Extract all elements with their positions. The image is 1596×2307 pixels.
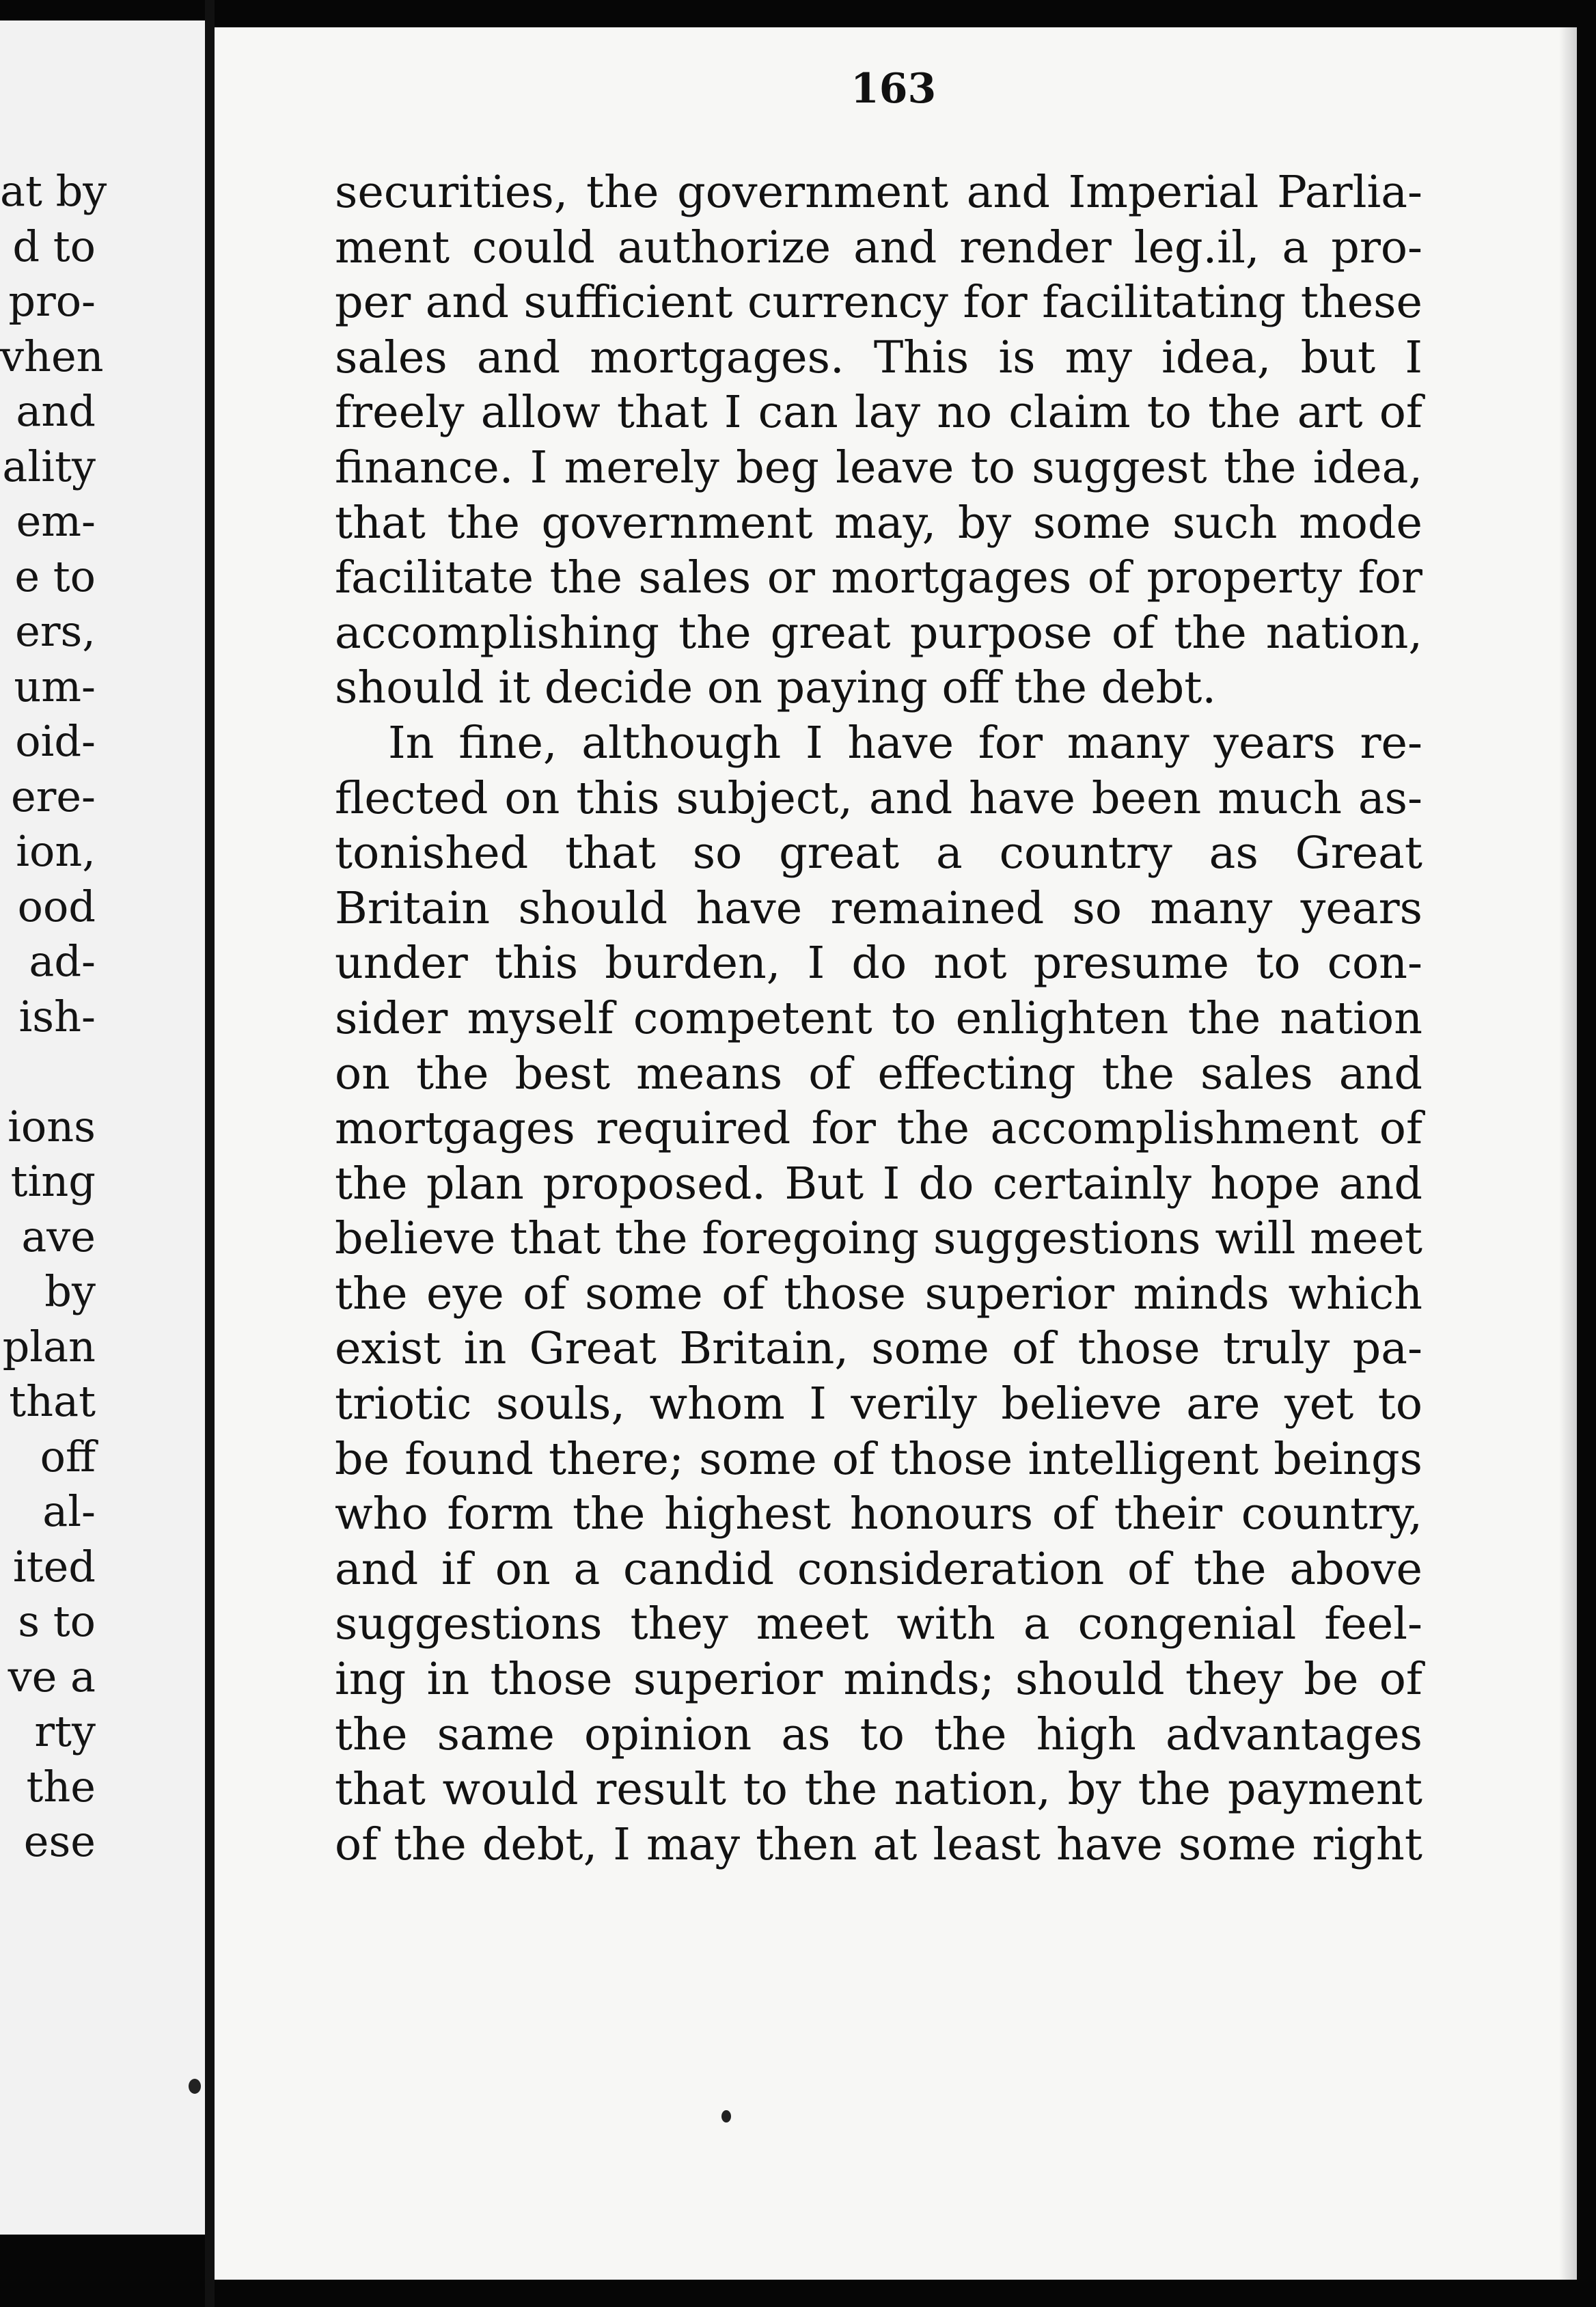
left-fragment: oid- xyxy=(15,716,96,766)
left-fragment: rty xyxy=(34,1706,96,1756)
left-fragment: um- xyxy=(14,661,96,711)
left-fragment: e to xyxy=(14,551,96,601)
text-line: ing in those superior minds; should they be of xyxy=(335,1654,1422,1706)
text-line: sider myself competent to enlighten the nation xyxy=(335,992,1422,1044)
text-line: per and sufficient currency for facilitating these xyxy=(335,277,1422,329)
page-gutter xyxy=(205,0,215,2307)
text-line: that the government may, by some such mode xyxy=(335,497,1422,549)
text-line: that would result to the nation, by the payment xyxy=(335,1764,1422,1816)
left-fragment: ad- xyxy=(29,936,96,986)
text-line: ment could authorize and render leg.il, a pro- xyxy=(335,221,1422,273)
left-fragment: d to xyxy=(12,221,96,271)
text-line: the plan proposed. But I do certainly hope and xyxy=(335,1158,1422,1210)
text-line: finance. I merely beg leave to suggest the idea, xyxy=(335,441,1422,493)
text-line: mortgages required for the accomplishment of xyxy=(335,1103,1422,1155)
left-fragment: ood xyxy=(17,881,96,931)
left-fragment: ave xyxy=(21,1211,96,1261)
text-line: securities, the government and Imperial Parlia- xyxy=(335,167,1422,218)
ink-spot xyxy=(721,2110,731,2122)
text-line: who form the highest honours of their country, xyxy=(335,1488,1422,1540)
text-line: should it decide on paying off the debt. xyxy=(335,662,1217,714)
text-line: be found there; some of those intelligent beings xyxy=(335,1433,1422,1485)
text-line: triotic souls, whom I verily believe are yet to xyxy=(335,1378,1422,1430)
text-line: tonished that so great a country as Great xyxy=(335,828,1422,879)
text-line: freely allow that I can lay no claim to the art of xyxy=(335,387,1422,439)
left-fragment: vhen xyxy=(0,331,104,381)
ink-spot xyxy=(189,2079,201,2094)
left-fragment xyxy=(0,1044,96,1100)
left-fragment: ere- xyxy=(11,771,96,821)
text-line: the eye of some of those superior minds which xyxy=(335,1268,1422,1320)
left-fragment: s to xyxy=(18,1596,96,1646)
left-fragment: and xyxy=(16,386,96,436)
text-line: of the debt, I may then at least have some right xyxy=(335,1818,1422,1870)
left-fragment: ited xyxy=(12,1541,96,1592)
text-line: suggestions they meet with a congenial feel- xyxy=(335,1598,1422,1650)
text-line: Britain should have remained so many years xyxy=(335,882,1422,934)
left-fragment: al- xyxy=(42,1486,96,1536)
left-page-text-fragments xyxy=(0,164,107,1870)
left-fragment: off xyxy=(40,1431,96,1482)
page-number: 163 xyxy=(851,65,937,113)
left-fragment: ese xyxy=(23,1816,96,1866)
left-fragment: that xyxy=(9,1376,96,1426)
left-fragment: ality xyxy=(2,441,96,491)
left-fragment: at by xyxy=(0,166,107,216)
text-line: exist in Great Britain, some of those truly pa- xyxy=(335,1323,1422,1375)
left-page-edge xyxy=(0,21,205,2235)
text-line: and if on a candid consideration of the above xyxy=(335,1543,1422,1595)
text-line: In fine, although I have for many years re- xyxy=(388,717,1422,769)
body-text xyxy=(335,165,1422,1872)
left-fragment: plan xyxy=(2,1321,96,1371)
left-fragment: ion, xyxy=(16,826,96,876)
text-line: under this burden, I do not presume to con- xyxy=(335,938,1422,989)
text-line: the same opinion as to the high advantages xyxy=(335,1708,1422,1760)
left-fragment: by xyxy=(44,1266,96,1316)
left-fragment: pro- xyxy=(8,276,96,326)
left-fragment: the xyxy=(26,1761,96,1812)
text-line: believe that the foregoing suggestions will meet xyxy=(335,1213,1422,1265)
text-line: facilitate the sales or mortgages of property for xyxy=(335,552,1422,604)
text-line: accomplishing the great purpose of the nation, xyxy=(335,607,1422,659)
left-fragment: ve a xyxy=(8,1651,96,1702)
text-line: flected on this subject, and have been much as- xyxy=(335,772,1422,824)
left-fragment: ers, xyxy=(15,606,96,656)
left-fragment: em- xyxy=(16,496,96,546)
text-line: sales and mortgages. This is my idea, but I xyxy=(335,331,1422,383)
left-fragment: ish- xyxy=(18,991,96,1041)
left-fragment: ting xyxy=(10,1156,96,1206)
text-line: on the best means of effecting the sales and xyxy=(335,1048,1422,1100)
left-fragment: ions xyxy=(8,1101,96,1151)
